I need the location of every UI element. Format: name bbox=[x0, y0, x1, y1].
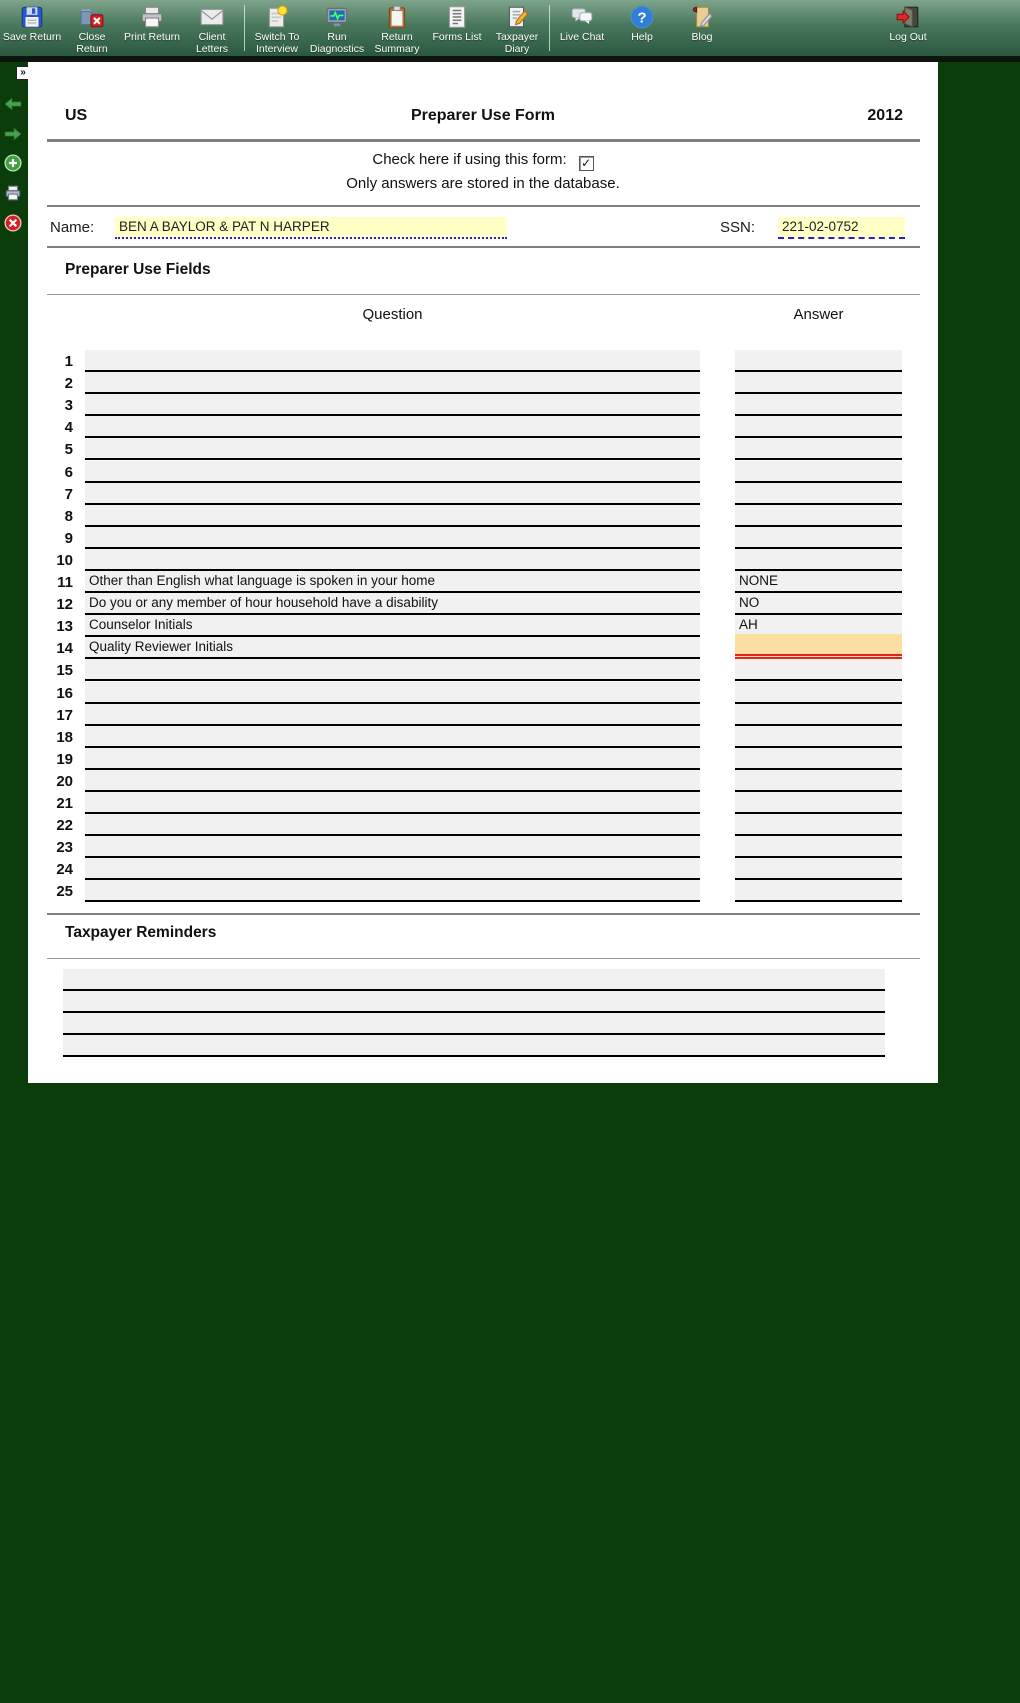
table-row bbox=[28, 571, 938, 593]
question-field[interactable] bbox=[85, 880, 700, 902]
row-number: 20 bbox=[56, 772, 73, 790]
toolbar-label: Help bbox=[631, 31, 653, 43]
answer-field[interactable] bbox=[735, 372, 902, 394]
taxpayer-diary-button[interactable] bbox=[487, 3, 547, 55]
table-row bbox=[28, 792, 938, 814]
table-row bbox=[28, 637, 938, 659]
using-form-checkbox[interactable]: ✓ bbox=[579, 156, 594, 171]
answer-field[interactable] bbox=[735, 438, 902, 460]
answer-field[interactable] bbox=[735, 836, 902, 858]
table-row bbox=[28, 549, 938, 571]
question-field[interactable] bbox=[85, 483, 700, 505]
divider bbox=[47, 139, 920, 142]
question-field[interactable] bbox=[85, 350, 700, 372]
chat-icon bbox=[569, 3, 595, 30]
toolbar-label: Taxpayer Diary bbox=[495, 31, 539, 55]
question-field[interactable] bbox=[85, 394, 700, 416]
row-number: 7 bbox=[64, 485, 73, 503]
name-field[interactable]: BEN A BAYLOR & PAT N HARPER bbox=[115, 217, 507, 239]
answer-field[interactable] bbox=[735, 350, 902, 372]
reminder-line[interactable] bbox=[63, 1013, 885, 1035]
divider bbox=[47, 913, 920, 915]
close-return-icon bbox=[79, 3, 105, 30]
answer-field[interactable] bbox=[735, 770, 902, 792]
form-jurisdiction: US bbox=[65, 107, 88, 124]
answer-field[interactable] bbox=[735, 505, 902, 527]
blog-button[interactable] bbox=[672, 3, 732, 43]
answer-field[interactable] bbox=[735, 858, 902, 880]
forward-icon[interactable] bbox=[4, 125, 22, 143]
answer-field[interactable]: NONE bbox=[735, 571, 902, 593]
client-letters-button[interactable] bbox=[182, 3, 242, 55]
row-number: 19 bbox=[56, 750, 73, 768]
table-row bbox=[28, 748, 938, 770]
row-number: 4 bbox=[64, 419, 73, 437]
divider bbox=[47, 205, 920, 207]
answer-field[interactable]: NO bbox=[735, 593, 902, 615]
row-number: 24 bbox=[56, 861, 73, 879]
table-row bbox=[28, 372, 938, 394]
answer-field[interactable] bbox=[735, 461, 902, 483]
reminder-line[interactable] bbox=[63, 969, 885, 991]
logout-icon bbox=[895, 3, 921, 30]
question-field[interactable] bbox=[85, 726, 700, 748]
switch-to-interview-button[interactable] bbox=[247, 3, 307, 55]
answer-field[interactable] bbox=[735, 659, 902, 681]
answer-field[interactable] bbox=[735, 726, 902, 748]
section-title-taxpayer-reminders: Taxpayer Reminders bbox=[65, 924, 217, 941]
toolbar-label: Log Out bbox=[889, 31, 927, 43]
question-field[interactable] bbox=[85, 372, 700, 394]
table-row bbox=[28, 483, 938, 505]
table-row bbox=[28, 438, 938, 460]
interview-icon bbox=[264, 3, 290, 30]
table-row bbox=[28, 704, 938, 726]
toolbar-label: Blog bbox=[691, 31, 713, 43]
answer-field[interactable] bbox=[735, 880, 902, 902]
reminder-line[interactable] bbox=[63, 1035, 885, 1057]
table-row bbox=[28, 527, 938, 549]
table-row bbox=[28, 726, 938, 748]
table-row bbox=[28, 460, 938, 482]
envelope-icon bbox=[199, 3, 225, 30]
clipboard-icon bbox=[384, 3, 410, 30]
question-field[interactable] bbox=[85, 438, 700, 460]
question-field[interactable] bbox=[85, 814, 700, 836]
question-field[interactable] bbox=[85, 505, 700, 527]
toolbar-label: Close Return bbox=[76, 31, 108, 55]
row-number: 1 bbox=[64, 353, 73, 371]
table-row bbox=[28, 394, 938, 416]
toolbar-label: Return Summary bbox=[374, 31, 420, 55]
question-field[interactable] bbox=[85, 748, 700, 770]
question-field[interactable] bbox=[85, 792, 700, 814]
table-row bbox=[28, 814, 938, 836]
log-out-button[interactable] bbox=[878, 3, 938, 43]
table-row bbox=[28, 659, 938, 681]
help-icon bbox=[629, 3, 655, 30]
question-field[interactable] bbox=[85, 836, 700, 858]
svg-text:?: ? bbox=[637, 8, 647, 26]
row-number: 10 bbox=[56, 551, 73, 569]
table-row bbox=[28, 836, 938, 858]
diary-icon bbox=[504, 3, 530, 30]
print-return-button[interactable] bbox=[122, 3, 182, 43]
question-field[interactable] bbox=[85, 659, 700, 681]
reminder-line[interactable] bbox=[63, 991, 885, 1013]
table-row bbox=[28, 858, 938, 880]
answer-field[interactable] bbox=[735, 792, 902, 814]
row-number: 5 bbox=[64, 441, 73, 459]
table-row bbox=[28, 505, 938, 527]
row-number: 22 bbox=[56, 817, 73, 835]
using-form-checkbox-label: Check here if using this form: bbox=[372, 151, 567, 168]
row-number: 8 bbox=[64, 507, 73, 525]
question-field[interactable]: Counselor Initials bbox=[85, 615, 700, 637]
row-number: 18 bbox=[56, 728, 73, 746]
row-number: 21 bbox=[56, 794, 73, 812]
table-row bbox=[28, 416, 938, 438]
blog-icon bbox=[689, 3, 715, 30]
question-field[interactable] bbox=[85, 416, 700, 438]
row-number: 6 bbox=[64, 463, 73, 481]
row-number: 16 bbox=[56, 684, 73, 702]
answer-field[interactable] bbox=[735, 527, 902, 549]
section-title-preparer-use-fields: Preparer Use Fields bbox=[65, 261, 211, 278]
answer-field[interactable] bbox=[735, 704, 902, 726]
expand-panel-tab[interactable]: » bbox=[16, 66, 30, 80]
question-field[interactable] bbox=[85, 549, 700, 571]
close-circle-icon[interactable] bbox=[4, 214, 22, 232]
help-button[interactable] bbox=[612, 3, 672, 43]
answer-field[interactable] bbox=[735, 682, 902, 704]
question-field[interactable]: Other than English what language is spoken in your home bbox=[85, 571, 700, 593]
print-icon bbox=[139, 3, 165, 30]
answer-field[interactable]: AH bbox=[735, 615, 902, 637]
toolbar-label: Save Return bbox=[2, 31, 62, 43]
toolbar-label: Client Letters bbox=[195, 31, 229, 55]
row-number: 17 bbox=[56, 706, 73, 724]
answer-field[interactable] bbox=[735, 416, 902, 438]
row-number: 2 bbox=[64, 375, 73, 393]
row-number: 11 bbox=[57, 574, 73, 592]
answer-field[interactable] bbox=[735, 634, 902, 659]
forms-list-button[interactable] bbox=[427, 3, 487, 43]
toolbar-label: Print Return bbox=[123, 31, 181, 43]
answer-field[interactable] bbox=[735, 549, 902, 571]
row-number: 3 bbox=[64, 397, 73, 415]
table-row bbox=[28, 350, 938, 372]
answer-column-header: Answer bbox=[793, 306, 844, 323]
save-icon bbox=[19, 3, 45, 30]
name-label: Name: bbox=[50, 219, 95, 236]
answer-field[interactable] bbox=[735, 748, 902, 770]
back-icon[interactable] bbox=[4, 95, 22, 113]
forms-list-icon bbox=[444, 3, 470, 30]
toolbar-separator bbox=[549, 5, 550, 51]
toolbar-label: Run Diagnostics bbox=[309, 31, 365, 55]
table-row bbox=[28, 770, 938, 792]
ssn-label: SSN: bbox=[720, 219, 756, 236]
toolbar-label: Live Chat bbox=[559, 31, 605, 43]
answer-field[interactable] bbox=[735, 394, 902, 416]
divider bbox=[47, 294, 920, 295]
question-field[interactable]: Do you or any member of hour household have a disability bbox=[85, 593, 700, 615]
qa-rows bbox=[28, 350, 938, 902]
return-summary-button[interactable] bbox=[367, 3, 427, 55]
save-return-button[interactable] bbox=[2, 3, 62, 43]
main-toolbar bbox=[0, 0, 1020, 56]
table-row bbox=[28, 681, 938, 703]
ssn-field[interactable]: 221-02-0752 bbox=[778, 217, 905, 239]
form-year: 2012 bbox=[867, 107, 903, 124]
add-circle-icon[interactable] bbox=[4, 154, 22, 172]
toolbar-label: Switch To Interview bbox=[254, 31, 300, 55]
question-field[interactable] bbox=[85, 770, 700, 792]
live-chat-button[interactable] bbox=[552, 3, 612, 43]
divider bbox=[47, 958, 920, 959]
answer-field[interactable] bbox=[735, 814, 902, 836]
question-column-header: Question bbox=[362, 306, 423, 323]
row-number: 12 bbox=[56, 596, 73, 614]
question-field[interactable] bbox=[85, 858, 700, 880]
form-panel bbox=[28, 62, 938, 1083]
row-number: 23 bbox=[56, 839, 73, 857]
diagnostics-icon bbox=[324, 3, 350, 30]
page-title: Preparer Use Form bbox=[410, 107, 556, 124]
question-field[interactable] bbox=[85, 704, 700, 726]
toolbar-label: Forms List bbox=[432, 31, 482, 43]
divider bbox=[47, 246, 920, 248]
question-field[interactable] bbox=[85, 461, 700, 483]
row-number: 25 bbox=[56, 883, 73, 901]
run-diagnostics-button[interactable] bbox=[307, 3, 367, 55]
print-small-icon[interactable] bbox=[4, 184, 22, 202]
question-field[interactable] bbox=[85, 682, 700, 704]
reminder-lines bbox=[63, 969, 885, 1057]
toolbar-separator bbox=[244, 5, 245, 51]
question-field[interactable] bbox=[85, 527, 700, 549]
question-field[interactable]: Quality Reviewer Initials bbox=[85, 637, 700, 659]
row-number: 14 bbox=[56, 640, 73, 658]
database-note: Only answers are stored in the database. bbox=[346, 175, 620, 192]
row-number: 13 bbox=[56, 618, 73, 636]
close-return-button[interactable] bbox=[62, 3, 122, 55]
table-row bbox=[28, 880, 938, 902]
table-row bbox=[28, 593, 938, 615]
answer-field[interactable] bbox=[735, 483, 902, 505]
row-number: 9 bbox=[64, 529, 73, 547]
row-number: 15 bbox=[56, 662, 73, 680]
